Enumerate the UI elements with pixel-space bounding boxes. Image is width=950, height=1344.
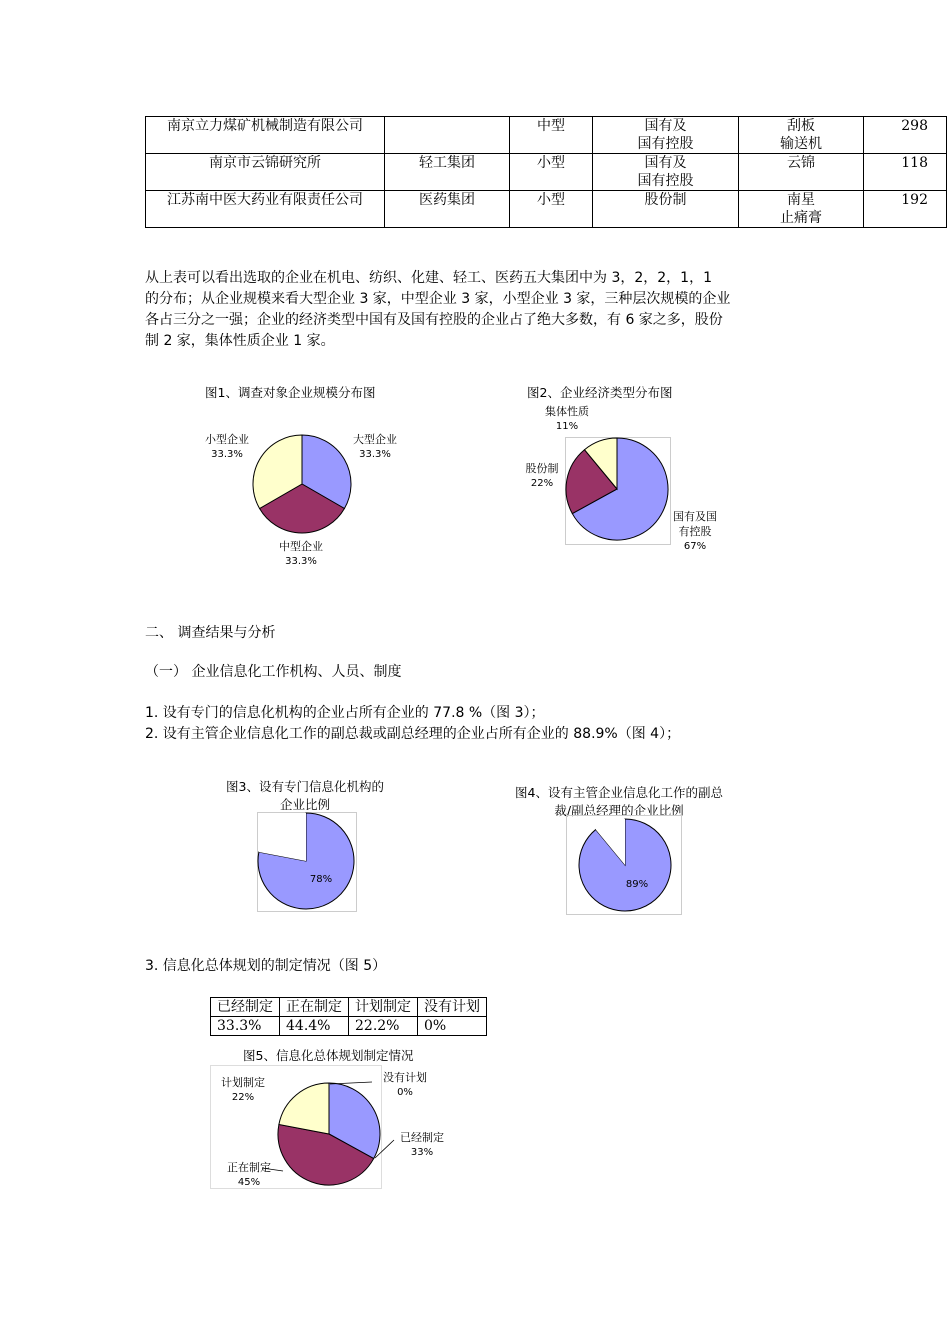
cell-line: 刮板 <box>787 118 815 134</box>
table-cell: 118 <box>864 154 947 191</box>
table-header: 已经制定 <box>211 998 280 1017</box>
slice-label: 大型企业 <box>353 433 397 446</box>
item-2: 2. 设有主管企业信息化工作的副总裁或副总经理的企业占所有企业的 88.9%（图 4）； <box>145 726 681 742</box>
table-cell: 44.4% <box>280 1017 349 1036</box>
table-header: 正在制定 <box>280 998 349 1017</box>
item-1: 1. 设有专门的信息化机构的企业占所有企业的 77.8 %（图 3）； <box>145 705 545 721</box>
table-cell: 33.3% <box>211 1017 280 1036</box>
slice-label: 计划制定 <box>221 1076 265 1089</box>
chart5-label-none <box>370 1070 440 1100</box>
intro-line: 从上表可以看出选取的企业在机电、纺织、化建、轻工、医药五大集团中为 3，2，2，1，1 <box>145 270 712 286</box>
slice-label: 小型企业 <box>205 433 249 446</box>
chart-title-line: 图4、设有主管企业信息化工作的副总 <box>515 785 723 800</box>
table-cell: 0% <box>418 1017 487 1036</box>
table-cell: 江苏南中医大药业有限责任公司 <box>146 191 385 228</box>
intro-line: 各占三分之一强；企业的经济类型中国有及国有控股的企业占了绝大多数，有 6 家之多，股份 <box>145 312 723 328</box>
chart4-pct: 89% <box>625 879 649 890</box>
chart-title-line: 企业比例 <box>279 797 330 812</box>
intro-line: 制 2 家，集体性质企业 1 家。 <box>145 333 335 349</box>
slice-pct: 45% <box>237 1177 261 1188</box>
chart5-label-done <box>387 1130 457 1160</box>
slice-label: 正在制定 <box>227 1161 271 1174</box>
cell-line: 国有控股 <box>637 173 694 189</box>
slice-label: 股份制 <box>525 462 559 475</box>
chart-title-line: 图3、设有专门信息化机构的 <box>226 779 384 794</box>
slice-pct: 0% <box>397 1087 413 1098</box>
table-cell: 南京立力煤矿机械制造有限公司 <box>146 117 385 154</box>
slice-label: 中型企业 <box>279 540 323 553</box>
item-3: 3. 信息化总体规划的制定情况（图 5） <box>145 958 387 974</box>
chart5-label-planned <box>210 1075 276 1105</box>
table-cell: 22.2% <box>349 1017 418 1036</box>
slice-pct: 67% <box>683 541 707 552</box>
table-cell: 中型 <box>510 117 593 154</box>
cell-line: 南星 <box>787 192 815 208</box>
slice-pct: 33% <box>410 1147 434 1158</box>
cell-line: 输送机 <box>780 136 822 152</box>
slice-pct: 22% <box>231 1092 255 1103</box>
leader-line <box>330 1082 372 1084</box>
slice-pct: 33.3% <box>359 449 391 460</box>
table-cell: 医药集团 <box>385 191 510 228</box>
cell-line: 止痛膏 <box>780 210 822 226</box>
table-cell: 298 <box>864 117 947 154</box>
intro-line: 的分布；从企业规模来看大型企业 3 家，中型企业 3 家，小型企业 3 家，三种层次规模的企业 <box>145 291 731 307</box>
slice-label: 已经制定 <box>400 1131 444 1144</box>
cell-line: 国有控股 <box>637 136 694 152</box>
table-cell: 轻工集团 <box>385 154 510 191</box>
section-heading: 二、 调查结果与分析 <box>145 625 276 641</box>
chart2-title: 图2、企业经济类型分布图 <box>527 385 673 400</box>
slice-pct: 33.3% <box>211 449 243 460</box>
cell-line: 国有及 <box>644 155 687 171</box>
chart3-pct: 78% <box>309 874 333 885</box>
table-cell: 南京市云锦研究所 <box>146 154 385 191</box>
chart-title-line: 裁/副总经理的企业比例 <box>554 803 684 818</box>
table-header: 没有计划 <box>418 998 487 1017</box>
table-header: 计划制定 <box>349 998 418 1017</box>
slice-label: 国有及国 <box>673 510 717 523</box>
cell-line: 云锦 <box>787 155 815 171</box>
table-cell: 192 <box>864 191 947 228</box>
table-cell: 小型 <box>510 191 593 228</box>
table-cell: 小型 <box>510 154 593 191</box>
slice-label: 集体性质 <box>545 405 589 418</box>
slice-pct: 22% <box>530 478 554 489</box>
cell-line: 国有及 <box>644 118 687 134</box>
cell-line: 股份制 <box>644 192 687 208</box>
chart5-title: 图5、信息化总体规划制定情况 <box>243 1048 414 1063</box>
slice-pct: 33.3% <box>285 556 317 567</box>
slice-pct: 11% <box>555 421 579 432</box>
subsection-heading: （一） 企业信息化工作机构、人员、制度 <box>145 664 402 680</box>
slice-label: 有控股 <box>678 525 712 538</box>
chart1-title: 图1、调查对象企业规模分布图 <box>205 385 376 400</box>
chart5-label-doing <box>213 1160 285 1190</box>
slice-label: 没有计划 <box>383 1071 427 1084</box>
